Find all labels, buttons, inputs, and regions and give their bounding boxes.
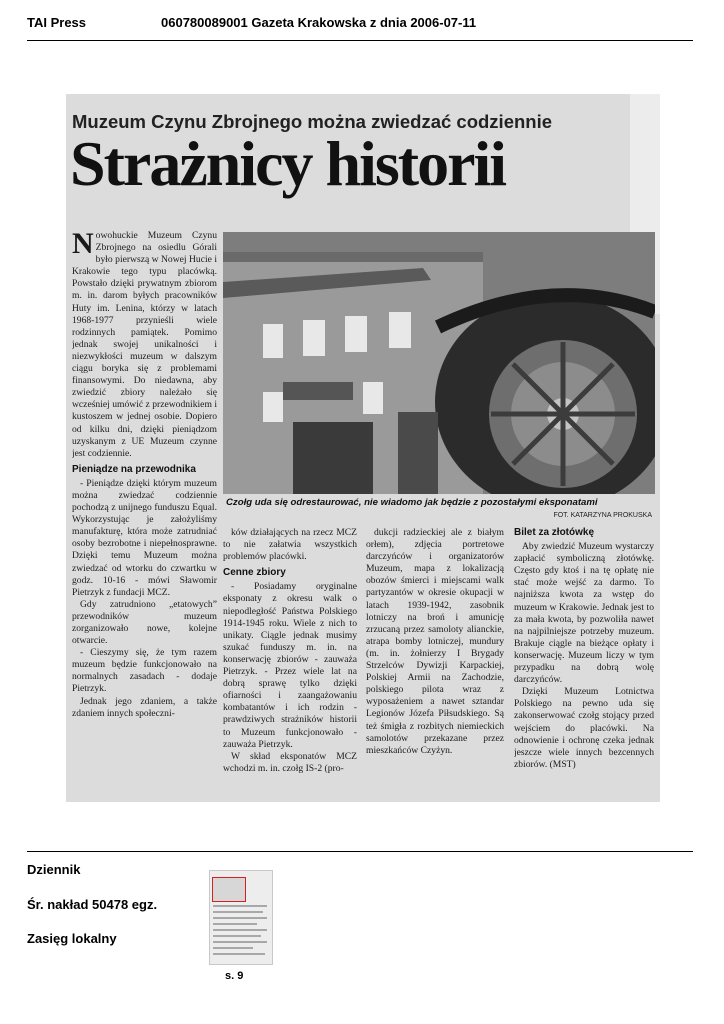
tank-photo: [223, 232, 655, 494]
photo-caption: Czołg uda się odrestaurować, nie wiadomo jak będzie z pozostałymi eksponatami: [226, 497, 598, 508]
thumb-line: [213, 953, 265, 955]
col1-paragraph: Jednak jego zdaniem, a także zdaniem innych społeczni-: [72, 695, 217, 719]
footer-reach: Zasięg lokalny: [27, 931, 117, 946]
col2-paragraph: ków działających na rzecz MCZ to nie załatwia wszystkich problemów placówki.: [223, 527, 357, 563]
drop-cap: N: [72, 230, 94, 260]
header-reference: 060780089001 Gazeta Krakowska z dnia 2006-07-11: [161, 15, 477, 30]
thumb-line: [213, 935, 261, 937]
article-highlight: [212, 877, 246, 902]
col4-subhead: Bilet za złotówkę: [514, 527, 595, 538]
col1-paragraph: - Pieniądze dzięki którym muzeum można zwiedzać codziennie pochodzą z unijnego funduszu Equal. Wykorzystując je założyliśmy manufakturę, która może zatrudniać osoby bezrobotne i niepełnosprawne. Dzięki temu Muzeum można zwiedzać od wtorku do czwartku w godz. 10-16 - mówi Sławomir Pietrzyk z fundacji MCZ.: [72, 477, 217, 598]
col4-paragraph: Aby zwiedzić Muzeum wystarczy zapłacić symboliczną złotówkę. Często gdy ktoś i na tę opłatę nie stać może wejść za darmo. To najniższa kwota za wstęp do muzeum w Krakowie. Jednak jest to za mała kwota, by pozwoliła nawet na najpilniejsze potrzeby muzeum. Brakuje ciągle na bieżące opłaty i konserwację. Muzeum liczy w tym przypadku na dobrą wolę darczyńców.: [514, 541, 654, 686]
newspaper-clipping: [66, 94, 660, 802]
article-column-1: [72, 230, 217, 796]
page-thumbnail[interactable]: [209, 870, 273, 965]
tank-photo-image: [223, 232, 655, 494]
photo-credit: FOT. KATARZYNA PROKUSKA: [553, 512, 652, 519]
article-kicker: Muzeum Czynu Zbrojnego można zwiedzać codziennie: [72, 111, 553, 132]
footer-type: Dziennik: [27, 862, 81, 877]
article-title: Strażnicy historii: [70, 128, 506, 199]
col3-paragraph: dukcji radzieckiej ale z białym orłem), zdjęcia portretowe darczyńców i organizatorów Muzeum, mapa z lokalizacją obozów śmierci i miejscami walk partyzantów w okresie okupacji w latach 1939-1942, zasobnik lotniczy na broń i amunicję zrzucaną przez samoloty alianckie, atrapa bomby lotniczej, mundury (m. in. żołnierzy I Brygady Strzelców Dywizji Karpackiej, Polskiej Armii na Zachodzie, polskiego pilota wraz z wyposażeniem a nawet sztandar Legionów Józefa Piłsudskiego. Są też śmigła z rozbitych niemieckich samolotów przekazane przez mieszkańców Czyżyn.: [366, 527, 504, 756]
article-column-4: [514, 527, 654, 796]
thumb-line: [213, 923, 257, 925]
header-source: TAI Press: [27, 15, 87, 30]
col1-paragraph: - Cieszymy się, że tym razem muzeum będzie funkcjonowało na normalnych zasadach - dodaje Pietrzyk.: [72, 647, 217, 695]
header-rule: [27, 40, 693, 41]
page-number: s. 9: [225, 970, 244, 982]
thumb-line: [213, 917, 267, 919]
thumb-line: [213, 911, 263, 913]
thumb-line: [213, 929, 267, 931]
col4-paragraph: Dzięki Muzeum Lotnictwa Polskiego na pewno uda się zakonserwować czołg stojący przed wejściem do placówki. Na odnowienie i ochronę czeka jednak jeszcze wiele innych bezcennych zbiorów. (MST): [514, 686, 654, 770]
col1-subhead: Pieniądze na przewodnika: [72, 463, 196, 475]
footer-circulation: Śr. nakład 50478 egz.: [27, 897, 158, 912]
article-column-3: [366, 527, 504, 796]
col2-subhead: Cenne zbiory: [223, 567, 286, 579]
footer-rule: [27, 851, 693, 852]
thumb-line: [213, 905, 267, 907]
article-column-2: [223, 527, 357, 796]
thumb-line: [213, 947, 253, 949]
thumb-line: [213, 941, 267, 943]
col2-paragraph: W skład eksponatów MCZ wchodzi m. in. czołg IS-2 (pro-: [223, 750, 357, 774]
col1-intro: owohuckie Muzeum Czynu Zbrojnego na osiedlu Górali było pierwszą w Nowej Hucie i Krakowie tego typu placówką. Powstało dzięki prywatnym zbiorom m. in. darom byłych pracowników Huty im. Lenina, którzy w latach 1968-1977 przynieśli wiele rodzinnych pamiątek. Pomimo jednak swojej unikalności i niezwykłości muzeum w dalszym ciągu boryka się z problemami finansowymi. Do niedawna, aby zwiedzić zbiory należało się wcześniej umówić z przewodnikiem i kustoszem w jednej osobie. Dopiero od kilku dni, dzięki pieniądzom uzyskanym z UE Muzeum czynne jest codziennie.: [72, 230, 217, 459]
col2-paragraph: - Posiadamy oryginalne eksponaty z okresu walk o niepodległość Państwa Polskiego 1914-1945 roku. Wiele z nich to unikaty. Ciągle jednak musimy szukać funduszy m. in. na konserwację zbiorów - zauważa Pietrzyk. - Przez wiele lat na dobrą sprawę tylko dzięki ofiarności i zaangażowaniu kombatantów i ich rodzin - prawdziwych strażników historii to Muzeum funkcjonowało - zauważa Pietrzyk.: [223, 581, 357, 750]
col1-paragraph: Gdy zatrudniono „etatowych” przewodników muzeum zorganizowało nowe, kolejne otwarcie.: [72, 598, 217, 647]
